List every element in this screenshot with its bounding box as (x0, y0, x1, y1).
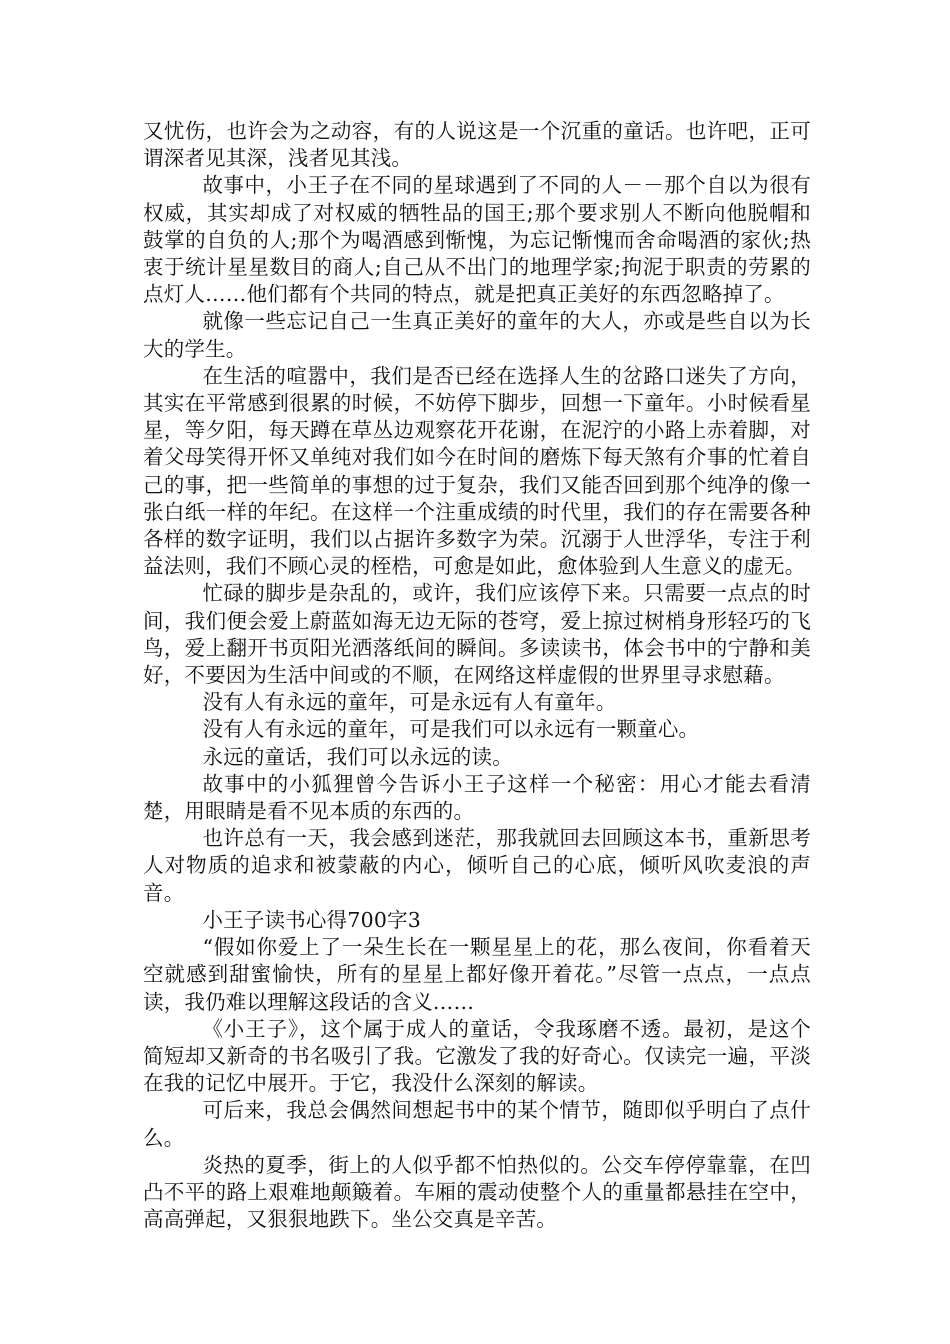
paragraph-8: 永远的童话，我们可以永远的读。 (202, 744, 513, 769)
paragraph-2: 故事中，小王子在不同的星球遇到了不同的人－－那个自以为很有权威，其实却成了对权威的牺牲品的国王;那个要求别人不断向他脱帽和鼓掌的自负的人;那个为喝酒感到惭愧，为忘记惭愧而舍命喝酒的家伙;热衷于统计星星数目的商人;自己从不出门的地理学家;拘泥于职责的劳累的点灯人……他们都有个共同的特点，就是把真正美好的东西忽略掉了。 (143, 173, 811, 307)
paragraph-4: 在生活的喧嚣中，我们是否已经在选择人生的岔路口迷失了方向，其实在平常感到很累的时候，不妨停下脚步，回想一下童年。小时候看星星，等夕阳，每天蹲在草丛边观察花开花谢，在泥泞的小路上赤着脚，对着父母笑得开怀又单纯对我们如今在时间的磨炼下每天煞有介事的忙着自己的事，把一些简单的事想的过于复杂，我们又能否回到那个纯净的像一张白纸一样的年纪。在这样一个注重成绩的时代里，我们的存在需要各种各样的数字证明，我们以占据许多数字为荣。沉溺于人世浮华，专注于利益法则，我们不顾心灵的桎梏，可愈是如此，愈体验到人生意义的虚无。 (143, 363, 811, 579)
paragraph-14: 可后来，我总会偶然间想起书中的某个情节，随即似乎明白了点什么。 (143, 1098, 811, 1150)
paragraph-7: 没有人有永远的童年，可是我们可以永远有一颗童心。 (202, 717, 700, 742)
paragraph-3: 就像一些忘记自己一生真正美好的童年的大人，亦或是些自以为长大的学生。 (143, 309, 811, 361)
paragraph-13: 《小王子》，这个属于成人的童话，令我琢磨不透。最初，是这个简短却又新奇的书名吸引了我。它激发了我的好奇心。仅读完一遍，平淡在我的记忆中展开。于它，我没什么深刻的解读。 (143, 1016, 811, 1096)
paragraph-9: 故事中的小狐狸曾今告诉小王子这样一个秘密：用心才能去看清楚，用眼睛是看不见本质的东西的。 (143, 771, 811, 824)
paragraph-12: “假如你爱上了一朵生长在一颗星星上的花，那么夜间，你看着天空就感到甜蜜愉快，所有的星星上都好像开着花。”尽管一点点，一点点读，我仍难以理解这段话的含义…… (143, 935, 811, 1014)
paragraph-10: 也许总有一天，我会感到迷茫，那我就回去回顾这本书，重新思考人对物质的追求和被蒙蔽的内心，倾听自己的心底，倾听风吹麦浪的声音。 (143, 826, 811, 905)
paragraph-6: 没有人有永远的童年，可是永远有人有童年。 (202, 690, 617, 715)
paragraph-5: 忙碌的脚步是杂乱的，或许，我们应该停下来。只需要一点点的时间，我们便会爱上蔚蓝如海无边无际的苍穹，爱上掠过树梢身形轻巧的飞鸟，爱上翻开书页阳光洒落纸间的瞬间。多读读书，体会书中的宁静和美好，不要因为生活中间或的不顺，在网络这样虚假的世界里寻求慰藉。 (143, 581, 811, 688)
paragraph-1: 又忧伤，也许会为之动容，有的人说这是一个沉重的童话。也许吧，正可谓深者见其深，浅者见其浅。 (143, 119, 811, 171)
document-page (143, 118, 811, 1233)
paragraph-15: 炎热的夏季，街上的人似乎都不怕热似的。公交车停停靠靠，在凹凸不平的路上艰难地颠簸着。车厢的震动使整个人的重量都悬挂在空中，高高弹起，又狠狠地跌下。坐公交真是辛苦。 (143, 1152, 811, 1232)
section-heading: 小王子读书心得700字3 (202, 907, 422, 932)
